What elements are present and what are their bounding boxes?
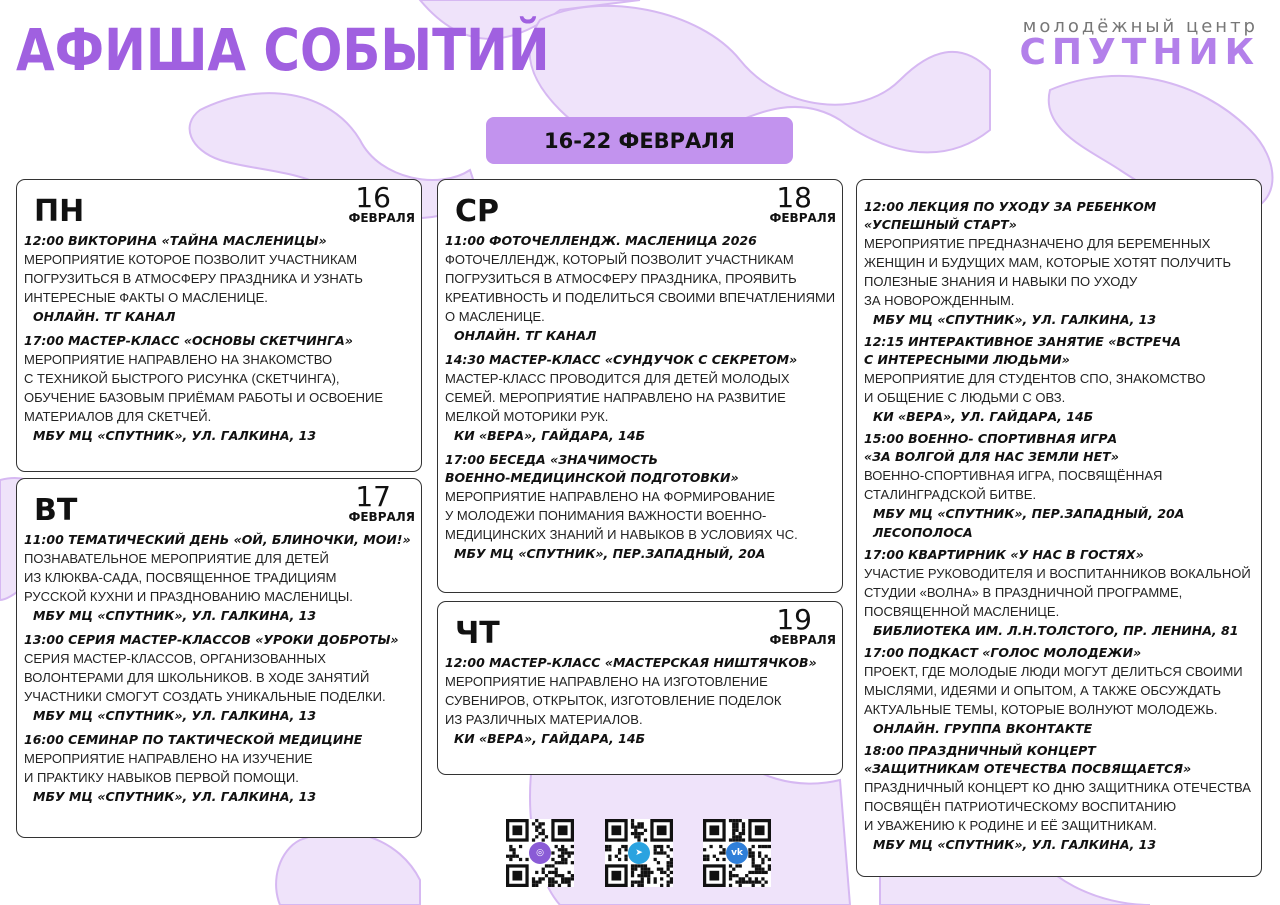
qr-code-telegram[interactable] [605, 819, 673, 887]
event-title: 18:00 ПРАЗДНИЧНЫЙ КОНЦЕРТ «ЗАЩИТНИКАМ ОТЕЧЕСТВА ПОСВЯЩАЕТСЯ» [864, 743, 1192, 776]
day-month: ФЕВРАЛЯ [769, 633, 836, 647]
event-location: МБУ МЦ «СПУТНИК», УЛ. ГАЛКИНА, 13 [33, 608, 317, 623]
event-location: МБУ МЦ «СПУТНИК», УЛ. ГАЛКИНА, 13 [33, 708, 317, 723]
event-item [445, 232, 836, 345]
event-title: 12:00 ЛЕКЦИЯ ПО УХОДУ ЗА РЕБЕНКОМ «УСПЕШНЫЙ СТАРТ» [864, 199, 1157, 232]
event-description: ФОТОЧЕЛЛЕНДЖ, КОТОРЫЙ ПОЗВОЛИТ УЧАСТНИКАМ ПОГРУЗИТЬСЯ В АТМОСФЕРУ ПРАЗДНИКА, ПРОЯВИТЬ КРЕАТИВНОСТЬ И ПОДЕЛИТЬСЯ СВОИМИ ВПЕЧАТЛЕНИЯМИ О МАСЛЕНИЦЕ. [445, 252, 836, 324]
event-item [864, 333, 1257, 426]
events-card-continued [856, 179, 1262, 877]
event-title: 15:00 ВОЕННО- СПОРТИВНАЯ ИГРА «ЗА ВОЛГОЙ ДЛЯ НАС ЗЕМЛИ НЕТ» [864, 431, 1119, 464]
event-description: МЕРОПРИЯТИЕ НАПРАВЛЕНО НА ИЗУЧЕНИЕ И ПРАКТИКУ НАВЫКОВ ПЕРВОЙ ПОМОЩИ. [24, 751, 313, 785]
qr-code-vk[interactable] [703, 819, 771, 887]
event-item [445, 654, 836, 748]
event-item [24, 731, 415, 806]
day-month: ФЕВРАЛЯ [348, 510, 415, 524]
qr-code-instagram[interactable] [506, 819, 574, 887]
event-location: ОНЛАЙН. ТГ КАНАЛ [454, 328, 597, 343]
event-item [24, 332, 415, 445]
event-description: УЧАСТИЕ РУКОВОДИТЕЛЯ И ВОСПИТАННИКОВ ВОКАЛЬНОЙ СТУДИИ «ВОЛНА» В ПРАЗДНИЧНОЙ ПРОГРАММЕ, ПОСВЯЩЕННОЙ МАСЛЕНИЦЕ. [864, 566, 1251, 619]
day-card-thursday [437, 601, 843, 775]
event-description: ПРОЕКТ, ГДЕ МОЛОДЫЕ ЛЮДИ МОГУТ ДЕЛИТЬСЯ СВОИМИ МЫСЛЯМИ, ИДЕЯМИ И ОПЫТОМ, А ТАКЖЕ ОБСУЖДАТЬ АКТУАЛЬНЫЕ ТЕМЫ, КОТОРЫЕ ВОЛНУЮТ МОЛОДЕЖЬ. [864, 664, 1243, 717]
week-range-badge: 16-22 ФЕВРАЛЯ [486, 117, 793, 164]
event-item [24, 232, 415, 326]
event-location: БИБЛИОТЕКА ИМ. Л.Н.ТОЛСТОГО, ПР. ЛЕНИНА, 81 [873, 623, 1239, 638]
event-location: МБУ МЦ «СПУТНИК», ПЕР.ЗАПАДНЫЙ, 20А ЛЕСОПОЛОСА [873, 506, 1185, 540]
event-item [864, 644, 1257, 738]
event-description: МАСТЕР-КЛАСС ПРОВОДИТСЯ ДЛЯ ДЕТЕЙ МОЛОДЫХ СЕМЕЙ. МЕРОПРИЯТИЕ НАПРАВЛЕНО НА РАЗВИТИЕ МЕЛКОЙ МОТОРИКИ РУК. [445, 371, 790, 424]
brand-subtitle: молодёжный центр [1022, 16, 1258, 37]
event-title: 17:00 КВАРТИРНИК «У НАС В ГОСТЯХ» [864, 547, 1144, 562]
day-card-tuesday [16, 478, 422, 838]
event-location: КИ «ВЕРА», УЛ. ГАЙДАРА, 14Б [873, 409, 1094, 424]
day-card-monday [16, 179, 422, 472]
day-number: 19 [776, 603, 812, 636]
event-description: СЕРИЯ МАСТЕР-КЛАССОВ, ОРГАНИЗОВАННЫХ ВОЛОНТЕРАМИ ДЛЯ ШКОЛЬНИКОВ. В ХОДЕ ЗАНЯТИЙ УЧАСТНИКИ СМОГУТ СОЗДАТЬ УНИКАЛЬНЫЕ ПОДЕЛКИ. [24, 651, 386, 704]
event-location: ОНЛАЙН. ГРУППА ВКОНТАКТЕ [873, 721, 1093, 736]
day-card-wednesday [437, 179, 843, 593]
instagram-icon: ◎ [529, 842, 551, 864]
day-abbr: ВТ [34, 493, 78, 528]
event-item [864, 198, 1257, 329]
event-item [864, 742, 1257, 854]
event-location: МБУ МЦ «СПУТНИК», УЛ. ГАЛКИНА, 13 [33, 428, 317, 443]
brand-name: СПУТНИК [1019, 32, 1260, 73]
event-item [24, 531, 415, 625]
event-location: ОНЛАЙН. ТГ КАНАЛ [33, 309, 176, 324]
day-number: 17 [355, 480, 391, 513]
event-item [864, 546, 1257, 640]
event-title: 14:30 МАСТЕР-КЛАСС «СУНДУЧОК С СЕКРЕТОМ» [445, 352, 798, 367]
event-description: ПОЗНАВАТЕЛЬНОЕ МЕРОПРИЯТИЕ ДЛЯ ДЕТЕЙ ИЗ КЛЮКВА-САДА, ПОСВЯЩЕННОЕ ТРАДИЦИЯМ РУССКОЙ КУХНИ И ПРАЗДНОВАНИЮ МАСЛЕНИЦЫ. [24, 551, 353, 604]
event-title: 12:00 МАСТЕР-КЛАСС «МАСТЕРСКАЯ НИШТЯЧКОВ» [445, 655, 817, 670]
day-number: 18 [776, 181, 812, 214]
day-month: ФЕВРАЛЯ [769, 211, 836, 225]
telegram-icon: ➤ [628, 842, 650, 864]
event-location: МБУ МЦ «СПУТНИК», УЛ. ГАЛКИНА, 13 [33, 789, 317, 804]
event-title: 17:00 БЕСЕДА «ЗНАЧИМОСТЬ ВОЕННО-МЕДИЦИНСКОЙ ПОДГОТОВКИ» [445, 452, 739, 485]
day-abbr: СР [455, 194, 500, 229]
event-item [864, 430, 1257, 542]
day-month: ФЕВРАЛЯ [348, 211, 415, 225]
event-description: МЕРОПРИЯТИЕ НАПРАВЛЕНО НА ЗНАКОМСТВО С ТЕХНИКОЙ БЫСТРОГО РИСУНКА (СКЕТЧИНГА), ОБУЧЕНИЕ БАЗОВЫМ ПРИЁМАМ РАБОТЫ И ОСВОЕНИЕ МАТЕРИАЛОВ ДЛЯ СКЕТЧЕЙ. [24, 352, 384, 424]
event-description: МЕРОПРИЯТИЕ КОТОРОЕ ПОЗВОЛИТ УЧАСТНИКАМ ПОГРУЗИТЬСЯ В АТМОСФЕРУ ПРАЗДНИКА И УЗНАТЬ ИНТЕРЕСНЫЕ ФАКТЫ О МАСЛЕНИЦЕ. [24, 252, 363, 305]
event-title: 11:00 ТЕМАТИЧЕСКИЙ ДЕНЬ «ОЙ, БЛИНОЧКИ, МОИ!» [24, 532, 411, 547]
day-abbr: ЧТ [455, 616, 500, 651]
event-title: 12:00 ВИКТОРИНА «ТАЙНА МАСЛЕНИЦЫ» [24, 233, 327, 248]
event-description: МЕРОПРИЯТИЕ ПРЕДНАЗНАЧЕНО ДЛЯ БЕРЕМЕННЫХ ЖЕНЩИН И БУДУЩИХ МАМ, КОТОРЫЕ ХОТЯТ ПОЛУЧИТЬ ПОЛЕЗНЫЕ ЗНАНИЯ И НАВЫКИ ПО УХОДУ ЗА НОВОРОЖДЕННЫМ. [864, 236, 1232, 308]
event-description: МЕРОПРИЯТИЕ НАПРАВЛЕНО НА ФОРМИРОВАНИЕ У МОЛОДЕЖИ ПОНИМАНИЯ ВАЖНОСТИ ВОЕННО- МЕДИЦИНСКИХ ЗНАНИЙ И НАВЫКОВ В УСЛОВИЯХ ЧС. [445, 489, 798, 542]
event-description: ПРАЗДНИЧНЫЙ КОНЦЕРТ КО ДНЮ ЗАЩИТНИКА ОТЕЧЕСТВА ПОСВЯЩЁН ПАТРИОТИЧЕСКОМУ ВОСПИТАНИЮ И УВАЖЕНИЮ К РОДИНЕ И ЕЁ ЗАЩИТНИКАМ. [864, 780, 1251, 833]
event-location: МБУ МЦ «СПУТНИК», УЛ. ГАЛКИНА, 13 [873, 837, 1157, 852]
poster-title: АФИША СОБЫТИЙ [16, 16, 550, 84]
event-description: ВОЕННО-СПОРТИВНАЯ ИГРА, ПОСВЯЩЁННАЯ СТАЛИНГРАДСКОЙ БИТВЕ. [864, 468, 1163, 502]
event-title: 11:00 ФОТОЧЕЛЛЕНДЖ. МАСЛЕНИЦА 2026 [445, 233, 757, 248]
event-title: 13:00 СЕРИЯ МАСТЕР-КЛАССОВ «УРОКИ ДОБРОТЫ» [24, 632, 399, 647]
event-description: МЕРОПРИЯТИЕ ДЛЯ СТУДЕНТОВ СПО, ЗНАКОМСТВО И ОБЩЕНИЕ С ЛЮДЬМИ С ОВЗ. [864, 371, 1206, 405]
day-number: 16 [355, 181, 391, 214]
vk-icon: vk [726, 842, 748, 864]
day-abbr: ПН [34, 194, 85, 229]
event-location: МБУ МЦ «СПУТНИК», ПЕР.ЗАПАДНЫЙ, 20А [454, 546, 766, 561]
event-item [445, 451, 836, 563]
event-title: 17:00 МАСТЕР-КЛАСС «ОСНОВЫ СКЕТЧИНГА» [24, 333, 353, 348]
event-item [24, 631, 415, 725]
event-description: МЕРОПРИЯТИЕ НАПРАВЛЕНО НА ИЗГОТОВЛЕНИЕ СУВЕНИРОВ, ОТКРЫТОК, ИЗГОТОВЛЕНИЕ ПОДЕЛОК ИЗ РАЗЛИЧНЫХ МАТЕРИАЛОВ. [445, 674, 782, 727]
event-location: КИ «ВЕРА», ГАЙДАРА, 14Б [454, 731, 646, 746]
event-item [445, 351, 836, 445]
event-title: 12:15 ИНТЕРАКТИВНОЕ ЗАНЯТИЕ «ВСТРЕЧА С ИНТЕРЕСНЫМИ ЛЮДЬМИ» [864, 334, 1182, 367]
event-title: 16:00 СЕМИНАР ПО ТАКТИЧЕСКОЙ МЕДИЦИНЕ [24, 732, 363, 747]
event-location: МБУ МЦ «СПУТНИК», УЛ. ГАЛКИНА, 13 [873, 312, 1157, 327]
event-title: 17:00 ПОДКАСТ «ГОЛОС МОЛОДЕЖИ» [864, 645, 1142, 660]
event-location: КИ «ВЕРА», ГАЙДАРА, 14Б [454, 428, 646, 443]
